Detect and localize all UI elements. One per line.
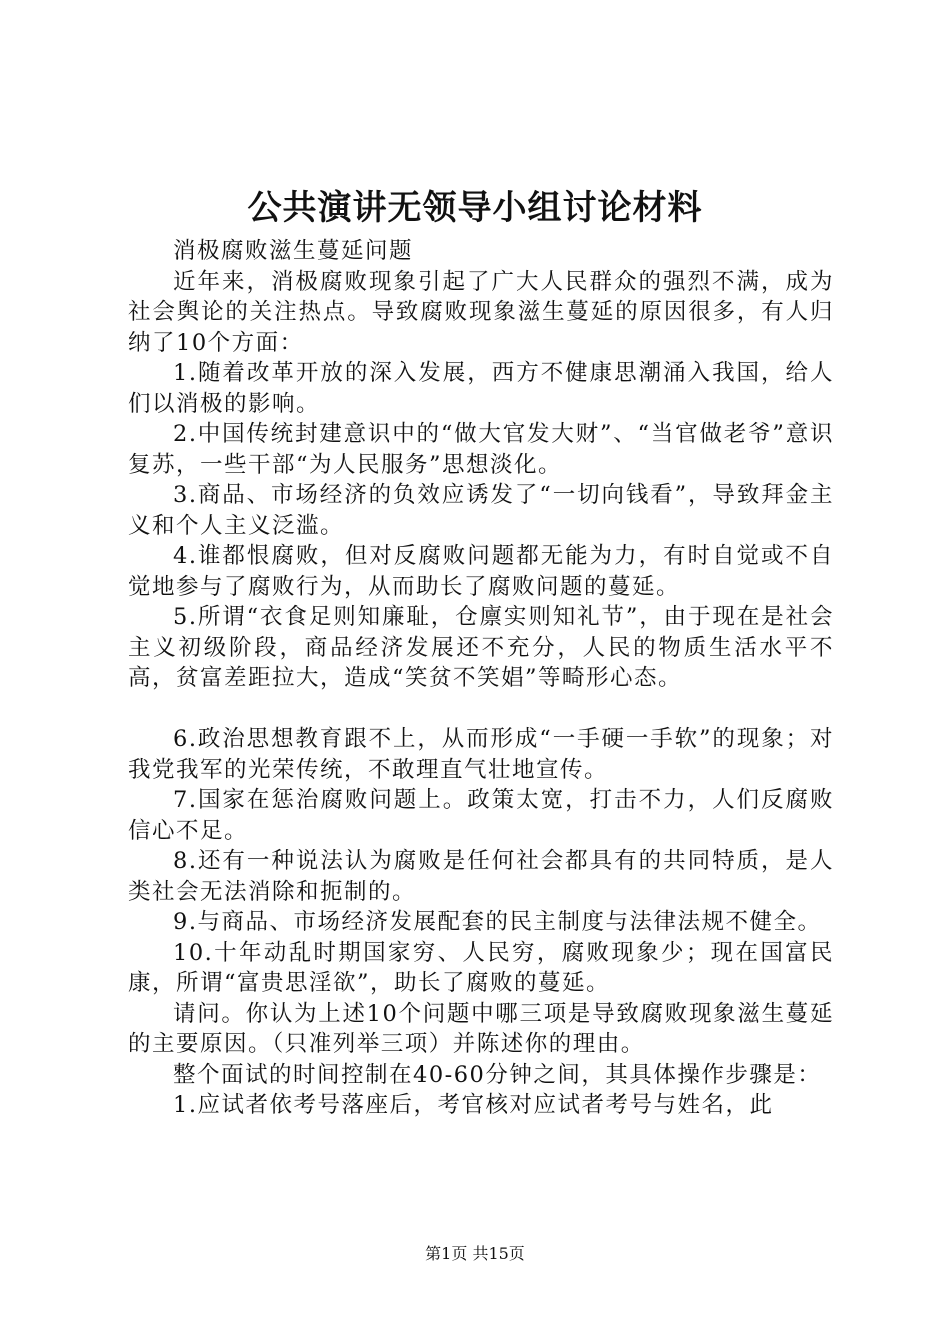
procedure-step-1: 1.应试者依考号落座后，考官核对应试者考号与姓名，此: [173, 1092, 774, 1118]
procedure-intro: 整个面试的时间控制在40-60分钟之间，其具体操作步骤是：: [173, 1061, 822, 1088]
list-item-3: 3.商品、市场经济的负效应诱发了“一切向钱看”，导致拜金主义和个人主义泛滥。: [128, 482, 834, 539]
page-number: 第1页 共15页: [425, 1244, 525, 1263]
list-item-1: 1.随着改革开放的深入发展，西方不健康思潮涌入我国，给人们以消极的影响。: [128, 360, 834, 417]
list-item-5: 5.所谓“衣食足则知廉耻，仓廪实则知礼节”，由于现在是社会主义初级阶段，商品经济发展还不充分，人民的物质生活水平不高，贫富差距拉大，造成“笑贫不笑娼”等畸形心态。: [128, 604, 834, 691]
list-item-8: 8.还有一种说法认为腐败是任何社会都具有的共同特质，是人类社会无法消除和扼制的。: [128, 848, 834, 905]
list-item-2: 2.中国传统封建意识中的“做大官发大财”、“当官做老爷”意识复苏，一些干部“为人民服务”思想淡化。: [128, 421, 834, 478]
list-item-10: 10.十年动乱时期国家穷、人民穷，腐败现象少；现在国富民康，所谓“富贵思淫欲”，助长了腐败的蔓延。: [128, 939, 834, 996]
section-heading: 消极腐败滋生蔓延问题: [173, 238, 414, 264]
intro-paragraph: 近年来，消极腐败现象引起了广大人民群众的强烈不满，成为社会舆论的关注热点。导致腐败现象滋生蔓延的原因很多，有人归纳了10个方面：: [128, 268, 834, 356]
document-title: 公共演讲无领导小组讨论材料: [247, 188, 703, 228]
document-body: [128, 236, 834, 1121]
question-paragraph: 请问。你认为上述10个问题中哪三项是导致腐败现象滋生蔓延的主要原因。（只准列举三项）并陈述你的理由。: [128, 1000, 834, 1057]
list-item-4: 4.谁都恨腐败，但对反腐败问题都无能为力，有时自觉或不自觉地参与了腐败行为，从而助长了腐败问题的蔓延。: [128, 543, 834, 600]
list-item-7: 7.国家在惩治腐败问题上。政策太宽，打击不力，人们反腐败信心不足。: [128, 787, 834, 844]
list-item-6: 6.政治思想教育跟不上，从而形成“一手硬一手软”的现象；对我党我军的光荣传统，不敢理直气壮地宣传。: [128, 726, 834, 783]
list-item-9: 9.与商品、市场经济发展配套的民主制度与法律法规不健全。: [173, 909, 822, 935]
